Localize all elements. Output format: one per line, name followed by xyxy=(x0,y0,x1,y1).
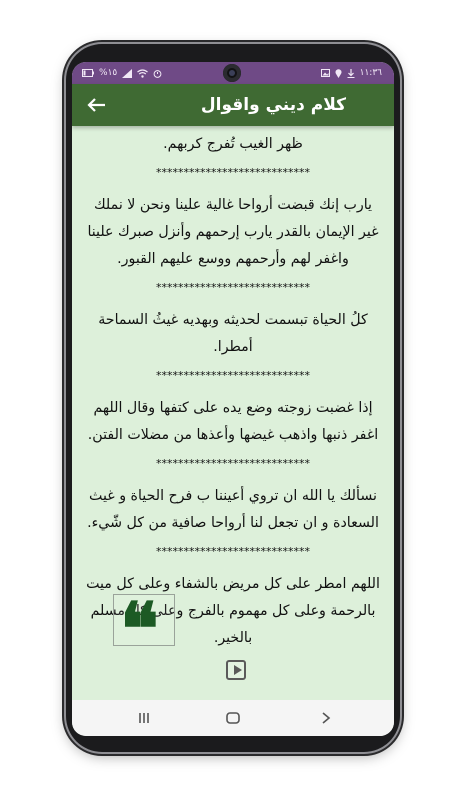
recents-icon xyxy=(137,711,151,725)
wifi-icon xyxy=(137,69,148,78)
quote-text: ظهر الغيب تُفرج كربهم. xyxy=(163,136,303,152)
recents-button[interactable] xyxy=(124,700,164,736)
status-bar xyxy=(72,62,394,84)
signal-icon xyxy=(122,69,132,78)
nav-back-icon xyxy=(320,711,332,725)
quote-text: يارب إنك قبضت أرواحا غالية علينا ونحن لا نملك غير الإيمان بالقدر يارب إرحمهم وأنزل صبرك علينا واغفر لهم وأرحمهم ووسع عليهم القبور. xyxy=(87,197,379,267)
alarm-icon xyxy=(153,69,162,78)
quote-text: نسألك يا الله ان تروي أعيننا ب فرح الحياة و غيث السعادة و ان تجعل لنا أرواحا صافية من كل شّيء. xyxy=(87,488,379,531)
quote-text: كلُ الحياة تبسمت لحديثه وبهديه غيثُ السماحة أمطرا. xyxy=(98,312,368,355)
quote-text: إذا غضبت زوجته وضع يده على كتفها وقال اللهم اغفر ذنبها واذهب غيضها وأعذها من مضلات الفتن. xyxy=(87,400,379,443)
battery-percent: %١٥ xyxy=(99,68,118,78)
separator: **************************** xyxy=(156,545,310,558)
download-icon xyxy=(347,69,355,78)
separator: **************************** xyxy=(156,457,310,470)
quote-share-button[interactable] xyxy=(113,586,175,671)
location-icon xyxy=(335,69,342,78)
app-bar xyxy=(72,84,394,126)
quote-text: اللهم امطر على كل مريض بالشفاء وعلى كل ميت بالرحمة وعلى كل مهموم بالفرج وعلى كل مسلم بالخير. xyxy=(86,576,380,646)
quotes-list xyxy=(82,126,384,652)
battery-icon xyxy=(82,69,94,77)
screen xyxy=(72,62,394,736)
nav-back-button[interactable] xyxy=(306,700,346,736)
play-button[interactable] xyxy=(226,660,246,680)
back-button[interactable] xyxy=(84,92,110,118)
status-right-icons xyxy=(321,62,382,84)
home-icon xyxy=(225,710,241,726)
clock: ١١:٣٦ xyxy=(359,68,382,78)
quotes-scroll-area[interactable] xyxy=(72,126,394,700)
separator: **************************** xyxy=(156,166,310,179)
page-title: كلام ديني واقوال xyxy=(200,95,346,115)
quote-icon: ❝ xyxy=(120,586,159,671)
quote-partial xyxy=(82,126,384,131)
front-camera xyxy=(223,64,241,82)
separator: **************************** xyxy=(156,369,310,382)
arrow-back-icon xyxy=(84,92,110,118)
home-button[interactable] xyxy=(213,700,253,736)
system-nav-bar xyxy=(72,700,394,736)
image-icon xyxy=(321,69,330,77)
status-left-icons xyxy=(82,62,162,84)
separator: **************************** xyxy=(156,281,310,294)
